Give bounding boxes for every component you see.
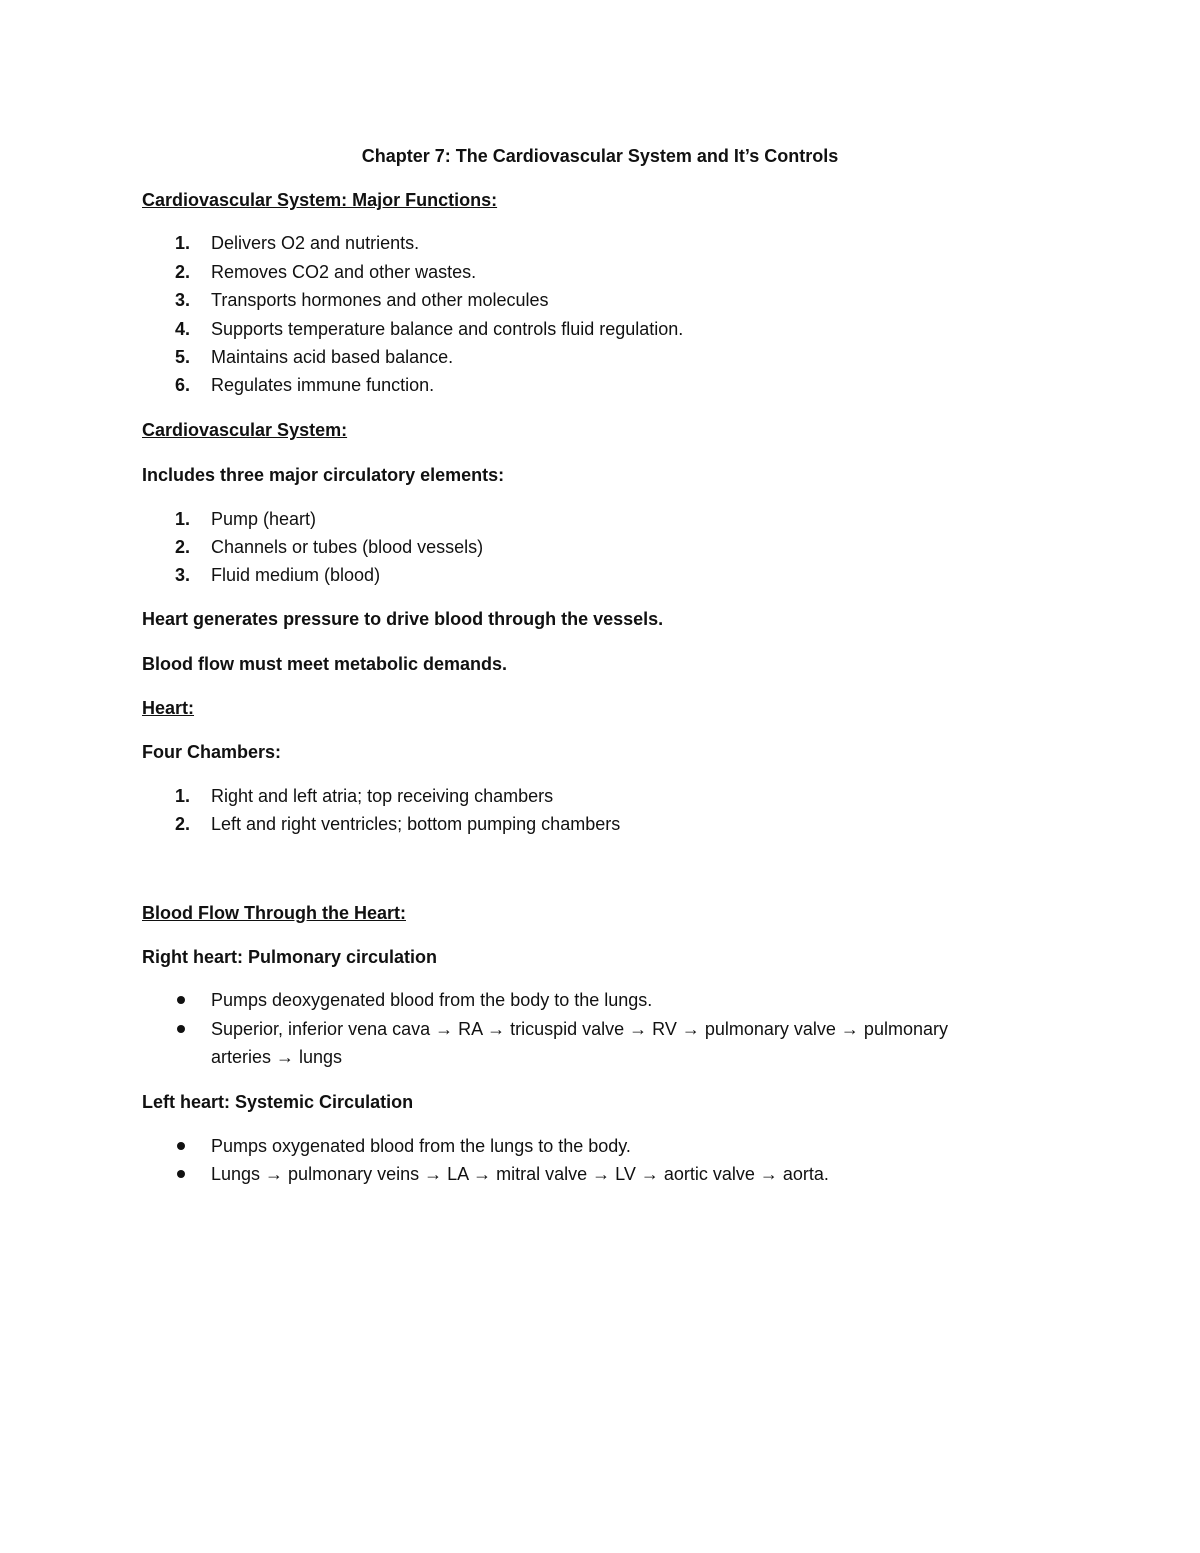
list-item: Pump (heart): [211, 509, 317, 529]
section-heading-blood-flow: Blood Flow Through the Heart:: [142, 903, 406, 923]
list-item: Removes CO2 and other wastes.: [211, 262, 477, 282]
list-number: 1.: [175, 233, 191, 253]
list-item: Left and right ventricles; bottom pumping chambers: [211, 814, 621, 834]
list-item: Maintains acid based balance.: [211, 347, 454, 367]
bullet-icon: [177, 1025, 185, 1033]
bullet-icon: [177, 1142, 185, 1150]
list-item: Superior, inferior vena cava → RA → tricuspid valve → RV → pulmonary valve → pulmonary: [211, 1019, 948, 1039]
list-item: Supports temperature balance and controls fluid regulation.: [211, 319, 684, 339]
list-item: Pumps deoxygenated blood from the body to the lungs.: [211, 990, 653, 1010]
section-heading-major-functions: Cardiovascular System: Major Functions:: [142, 190, 498, 210]
list-item: Pumps oxygenated blood from the lungs to the body.: [211, 1136, 631, 1156]
list-number: 5.: [175, 347, 191, 367]
list-number: 2.: [175, 262, 191, 282]
list-item: Regulates immune function.: [211, 375, 435, 395]
section-heading-heart: Heart:: [142, 698, 195, 718]
list-number: 1.: [175, 509, 191, 529]
list-number: 4.: [175, 319, 191, 339]
list-item: Transports hormones and other molecules: [211, 290, 549, 310]
list-number: 1.: [175, 786, 191, 806]
bold-statement: Blood flow must meet metabolic demands.: [142, 654, 508, 674]
list-number: 3.: [175, 290, 191, 310]
list-number: 2.: [175, 537, 191, 557]
list-item: Channels or tubes (blood vessels): [211, 537, 484, 557]
section-intro: Four Chambers:: [142, 742, 282, 762]
subheading-right-heart: Right heart: Pulmonary circulation: [142, 947, 438, 967]
list-item: Lungs → pulmonary veins → LA → mitral valve → LV → aortic valve → aorta.: [211, 1164, 829, 1184]
section-intro: Includes three major circulatory elements:: [142, 465, 505, 485]
bold-statement: Heart generates pressure to drive blood through the vessels.: [142, 609, 664, 629]
list-number: 6.: [175, 375, 191, 395]
list-item: Fluid medium (blood): [211, 565, 381, 585]
list-item-continuation: arteries → lungs: [211, 1047, 343, 1067]
bullet-icon: [177, 1170, 185, 1178]
list-item: Delivers O2 and nutrients.: [211, 233, 420, 253]
list-number: 2.: [175, 814, 191, 834]
subheading-left-heart: Left heart: Systemic Circulation: [142, 1092, 414, 1112]
section-heading-cardiovascular-system: Cardiovascular System:: [142, 420, 348, 440]
page-title: Chapter 7: The Cardiovascular System and It’s Controls: [361, 146, 839, 166]
bullet-icon: [177, 996, 185, 1004]
list-item: Right and left atria; top receiving chambers: [211, 786, 554, 806]
list-number: 3.: [175, 565, 191, 585]
